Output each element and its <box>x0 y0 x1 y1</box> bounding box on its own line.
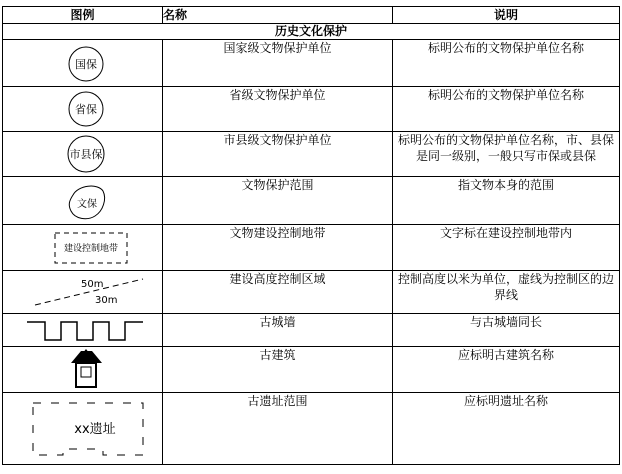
icon-label: 文保 <box>77 199 97 210</box>
row-name: 文物建设控制地带 <box>163 225 393 271</box>
section-row <box>3 24 620 40</box>
row-name: 古建筑 <box>163 347 393 393</box>
ancient-city-wall-icon <box>3 314 163 346</box>
icon-label-upper: 50m <box>81 279 104 290</box>
icon-label: 建设控制地带 <box>63 244 119 254</box>
row-name: 古城墙 <box>163 314 393 347</box>
legend-cell <box>3 271 163 314</box>
table-row <box>3 271 620 314</box>
header-description: 说明 <box>393 7 620 24</box>
header-legend: 图例 <box>3 7 163 24</box>
row-description: 标明公布的文物保护单位名称 <box>393 40 620 87</box>
row-description: 控制高度以米为单位，虚线为控制区的边界线 <box>393 271 620 314</box>
table-row <box>3 314 620 347</box>
icon-label: 省保 <box>75 103 97 116</box>
row-description: 应标明遗址名称 <box>393 393 620 465</box>
icon-label: xx遗址 <box>74 422 116 437</box>
legend-cell <box>3 314 163 347</box>
table-row <box>3 40 620 87</box>
row-description: 标明公布的文物保护单位名称 <box>393 87 620 132</box>
construction-control-zone-icon <box>3 225 163 270</box>
legend-cell <box>3 225 163 271</box>
icon-label: 国保 <box>75 58 97 71</box>
city-county-protection-icon <box>3 132 163 176</box>
table-row <box>3 87 620 132</box>
legend-cell <box>3 393 163 465</box>
table-row <box>3 393 620 465</box>
header-row <box>3 7 620 24</box>
row-description: 文字标在建设控制地带内 <box>393 225 620 271</box>
cultural-relic-area-icon <box>3 177 163 224</box>
row-description: 应标明古建筑名称 <box>393 347 620 393</box>
legend-cell <box>3 177 163 225</box>
legend-cell <box>3 40 163 87</box>
legend-table <box>2 6 620 465</box>
icon-label-lower: 30m <box>95 295 118 306</box>
table-row <box>3 225 620 271</box>
row-name: 省级文物保护单位 <box>163 87 393 132</box>
legend-cell <box>3 87 163 132</box>
row-name: 国家级文物保护单位 <box>163 40 393 87</box>
legend-cell <box>3 132 163 177</box>
row-name: 古遗址范围 <box>163 393 393 465</box>
height-control-zone-icon <box>3 271 163 313</box>
row-name: 文物保护范围 <box>163 177 393 225</box>
row-name: 市县级文物保护单位 <box>163 132 393 177</box>
row-description: 与古城墙同长 <box>393 314 620 347</box>
ancient-site-area-icon <box>3 393 163 464</box>
header-name: 名称 <box>163 7 393 24</box>
row-name: 建设高度控制区域 <box>163 271 393 314</box>
icon-label: 市县保 <box>69 148 103 161</box>
section-title: 历史文化保护 <box>3 24 620 40</box>
provincial-protection-icon <box>3 87 163 131</box>
legend-cell <box>3 347 163 393</box>
table-row <box>3 132 620 177</box>
table-row <box>3 177 620 225</box>
row-description: 标明公布的文物保护单位名称，市、县保是同一级别，一般只写市保或县保 <box>393 132 620 177</box>
national-protection-icon <box>3 40 163 86</box>
ancient-building-icon <box>3 347 163 392</box>
table-row <box>3 347 620 393</box>
row-description: 指文物本身的范围 <box>393 177 620 225</box>
